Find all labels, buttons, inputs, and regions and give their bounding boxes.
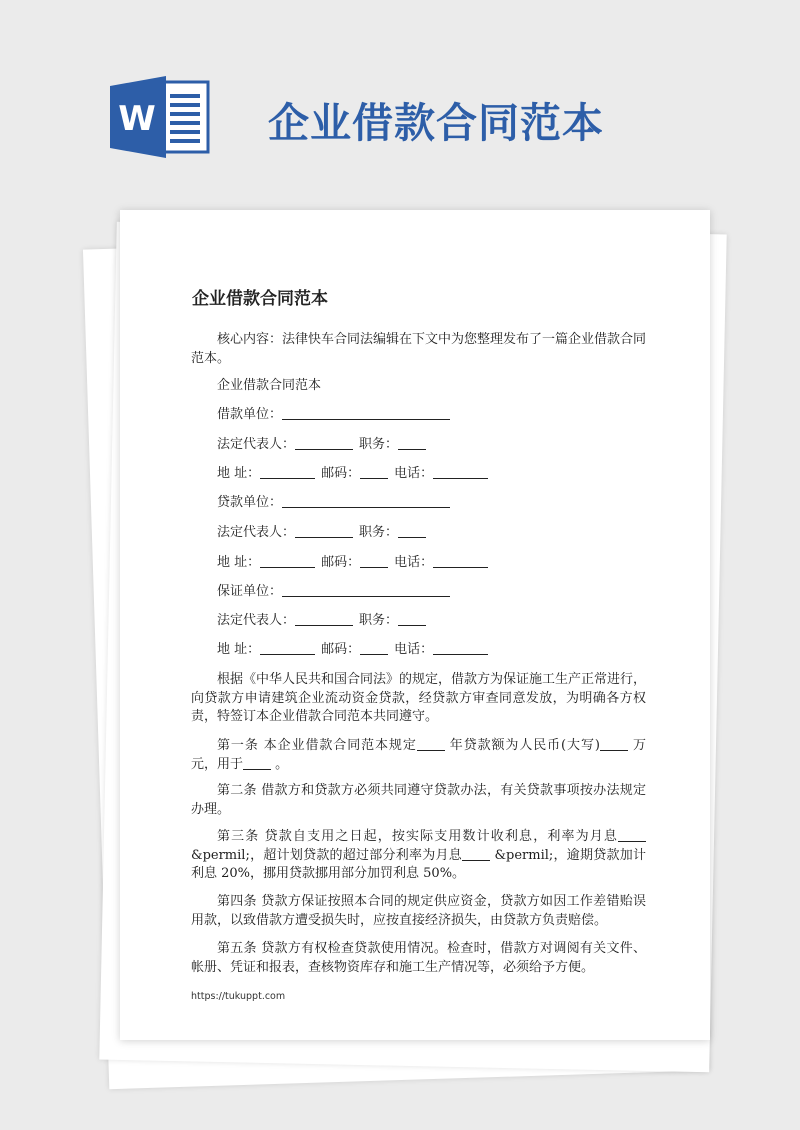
- postcode-blank: [360, 554, 388, 568]
- legal-rep-label: 法定代表人：: [217, 525, 296, 540]
- article-1-text-c: 万元，用于: [191, 738, 646, 772]
- article-1-purpose-blank: [243, 756, 271, 770]
- guarantor-blank: [282, 583, 450, 597]
- position-blank: [398, 524, 426, 538]
- address-label: 地 址：: [217, 466, 261, 481]
- guarantor-line: [217, 583, 450, 601]
- lender-label: 贷款单位：: [217, 495, 283, 510]
- lender-blank: [282, 494, 450, 508]
- postcode-label: 邮码：: [321, 642, 361, 657]
- borrower-line: [217, 406, 450, 424]
- phone-blank: [433, 465, 488, 479]
- article-4-paragraph: 第四条 贷款方保证按照本合同的规定供应资金，贷款方如因工作差错贻误用款，以致借款方遭受损失时，应按直接经济损失，由贷款方负责赔偿。: [191, 894, 646, 928]
- article-3-text-a: 第三条 贷款自支用之日起，按实际支用数计收利息，利率为月息: [217, 829, 618, 844]
- article-1-text-d: 。: [275, 756, 289, 772]
- document-title: 企业借款合同范本: [192, 289, 328, 309]
- position-label: 职务：: [359, 437, 399, 452]
- intro-paragraph: 核心内容：法律快车合同法编辑在下文中为您整理发布了一篇企业借款合同范本。: [191, 332, 647, 366]
- article-1-amount-blank: [600, 737, 628, 751]
- article-1-text-a: 第一条 本企业借款合同范本规定: [217, 738, 417, 753]
- borrower-address-line: [217, 465, 488, 483]
- legal-rep-label: 法定代表人：: [217, 613, 296, 628]
- legal-rep-blank: [295, 524, 353, 538]
- position-blank: [398, 436, 426, 450]
- address-label: 地 址：: [217, 642, 261, 657]
- article-2-paragraph: 第二条 借款方和贷款方必须共同遵守贷款办法，有关贷款事项按办法规定办理。: [191, 783, 646, 817]
- legal-rep-label: 法定代表人：: [217, 437, 296, 452]
- footer-url: https://tukuppt.com: [191, 991, 286, 1002]
- article-5-paragraph: 第五条 贷款方有权检查贷款使用情况。检查时，借款方对调阅有关文件、帐册、凭证和报表，查核物资库存和施工生产情况等，必须给予方便。: [191, 941, 646, 975]
- address-blank: [260, 554, 315, 568]
- phone-label: 电话：: [394, 642, 434, 657]
- article-3-paragraph: [191, 828, 646, 884]
- phone-blank: [433, 554, 488, 568]
- postcode-blank: [360, 641, 388, 655]
- borrower-blank: [282, 406, 450, 420]
- position-blank: [398, 612, 426, 626]
- word-logo-icon: [108, 76, 214, 158]
- borrower-label: 借款单位：: [217, 407, 283, 422]
- page-title: 企业借款合同范本: [268, 99, 604, 147]
- article-3-rate-blank: [618, 828, 646, 842]
- document-subtitle: 企业借款合同范本: [217, 378, 322, 393]
- lender-line: [217, 494, 450, 512]
- svg-text:W: W: [118, 99, 156, 139]
- position-label: 职务：: [359, 525, 399, 540]
- article-1-year-blank: [417, 737, 445, 751]
- postcode-label: 邮码：: [321, 555, 361, 570]
- address-blank: [260, 465, 315, 479]
- phone-label: 电话：: [394, 555, 434, 570]
- address-label: 地 址：: [217, 555, 261, 570]
- article-1-text-b: 年贷款额为人民币(大写): [449, 738, 600, 753]
- preamble-paragraph: 根据《中华人民共和国合同法》的规定，借款方为保证施工生产正常进行，向贷款方申请建筑企业流动资金贷款，经贷款方审查同意发放，为明确各方权责，特签订本企业借款合同范本共同遵守。: [191, 672, 647, 724]
- article-3-excess-rate-blank: [462, 847, 490, 861]
- article-3-text-c: &permil;，逾期贷款加计利息 20%，挪用贷款挪用部分加罚利息 50%。: [191, 847, 646, 881]
- postcode-label: 邮码：: [321, 466, 361, 481]
- legal-rep-blank: [295, 612, 353, 626]
- lender-rep-line: [217, 524, 426, 542]
- legal-rep-blank: [295, 436, 353, 450]
- guarantor-rep-line: [217, 612, 426, 630]
- lender-address-line: [217, 554, 488, 572]
- article-3-text-b: &permil;，超计划贷款的超过部分利率为月息: [191, 847, 463, 863]
- phone-blank: [433, 641, 488, 655]
- article-1-paragraph: [191, 737, 646, 774]
- position-label: 职务：: [359, 613, 399, 628]
- guarantor-label: 保证单位：: [217, 584, 283, 599]
- postcode-blank: [360, 465, 388, 479]
- guarantor-address-line: [217, 641, 488, 659]
- phone-label: 电话：: [394, 466, 434, 481]
- address-blank: [260, 641, 315, 655]
- borrower-rep-line: [217, 436, 426, 454]
